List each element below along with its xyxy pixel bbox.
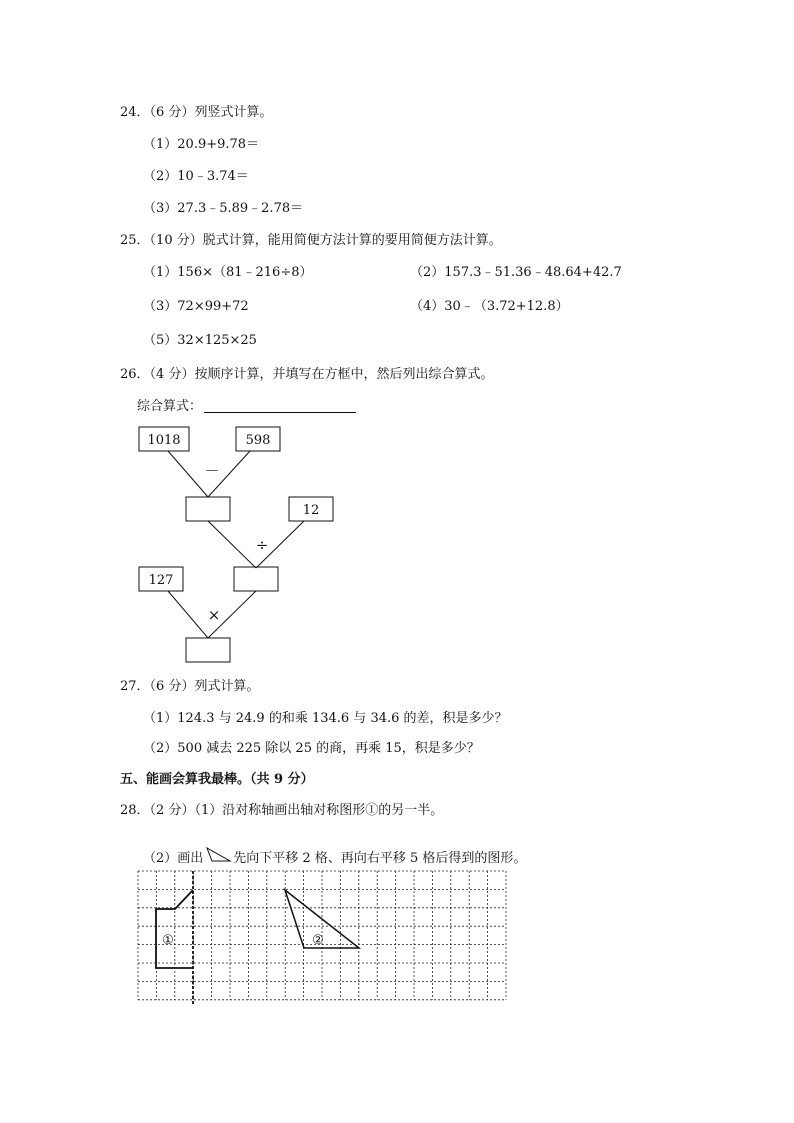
section5-title: 五、能画会算我最棒。（共 9 分） xyxy=(120,772,314,787)
q24-item-1: （1）20.9+9.78＝ xyxy=(143,137,260,152)
q26-op-times: × xyxy=(207,606,221,624)
q25-title: 25．（10 分）脱式计算，能用简便方法计算的要用简便方法计算。 xyxy=(120,233,502,248)
q25-item-4: （4）30﹣（3.72+12.8） xyxy=(410,299,569,314)
q24-title: 24．（6 分）列竖式计算。 xyxy=(120,105,273,120)
q25-item-1: （1）156×（81﹣216÷8） xyxy=(143,265,313,280)
q26-box-1018-text: 1018 xyxy=(147,433,181,448)
q28-item2-suffix: 先向下平移 2 格、再向右平移 5 格后得到的图形。 xyxy=(233,851,527,866)
figure-2-label: ② xyxy=(312,933,324,948)
q27-item-2: （2）500 减去 225 除以 25 的商，再乘 15，积是多少？ xyxy=(143,741,480,756)
q24-item-3: （3）27.3﹣5.89﹣2.78＝ xyxy=(143,201,304,216)
q26-box-12-text: 12 xyxy=(302,503,320,518)
q26-box-598-text: 598 xyxy=(245,433,271,448)
q27-title: 27．（6 分）列式计算。 xyxy=(120,679,260,694)
q26-op-divide: ÷ xyxy=(255,536,269,554)
q26-box-127-text: 127 xyxy=(148,573,174,588)
q25-item-2: （2）157.3﹣51.36﹣48.64+42.7 xyxy=(410,265,622,280)
q28-item2-prefix: （2）画出 xyxy=(143,851,204,866)
q26-formula-label: 综合算式： xyxy=(137,399,203,414)
q27-item-1: （1）124.3 与 24.9 的和乘 134.6 与 34.6 的差，积是多少？ xyxy=(143,711,508,726)
q25-item-5: （5）32×125×25 xyxy=(143,333,257,348)
q28-title: 28．（2 分）（1）沿对称轴画出轴对称图形①的另一半。 xyxy=(120,803,444,818)
q26-op-minus: － xyxy=(204,462,220,480)
q24-item-2: （2）10﹣3.74＝ xyxy=(143,169,249,184)
figure-1-label: ① xyxy=(162,933,174,948)
q26-title: 26．（4 分）按顺序计算，并填写在方框中，然后列出综合算式。 xyxy=(120,367,494,382)
q25-item-3: （3）72×99+72 xyxy=(143,299,249,314)
